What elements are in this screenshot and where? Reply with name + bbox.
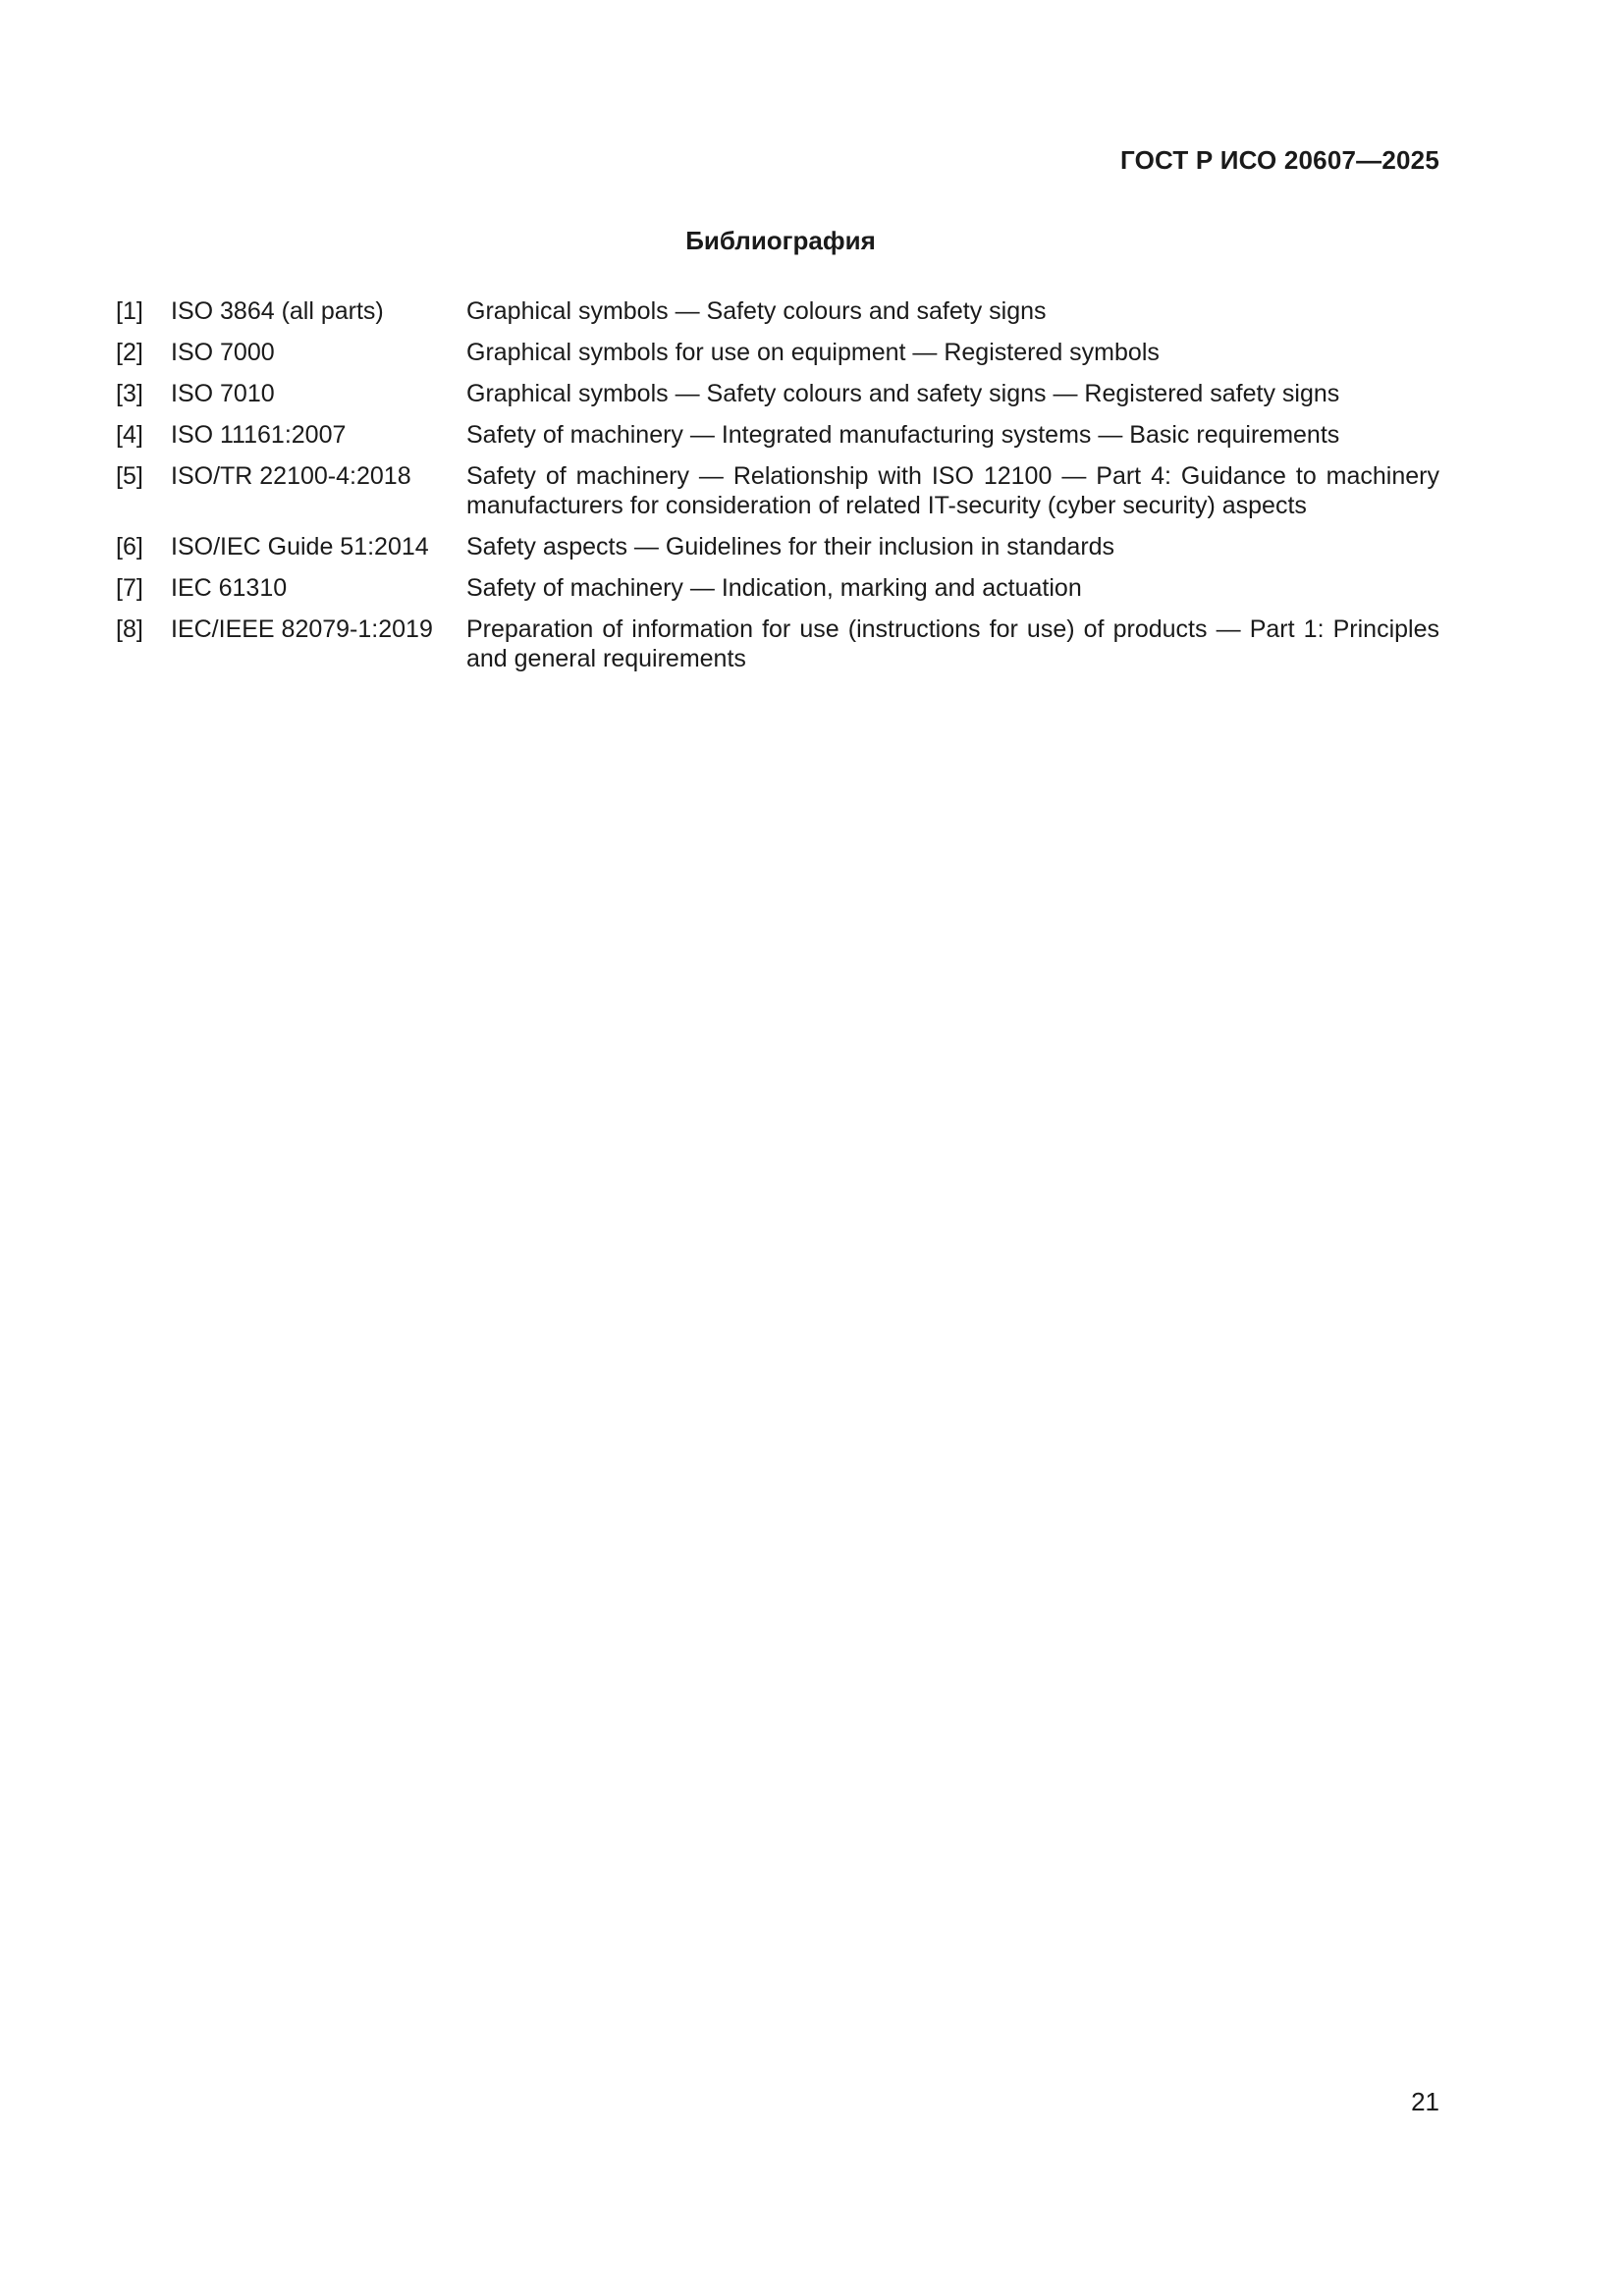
standard-code: ISO 11161:2007 bbox=[171, 421, 347, 449]
bibliography-entry bbox=[116, 420, 1439, 450]
standard-title: Safety of machinery — Integrated manufacturing systems — Basic requirements bbox=[466, 421, 1340, 449]
bibliography-entry bbox=[116, 614, 1439, 673]
standard-title: Graphical symbols for use on equipment — Registered symbols bbox=[466, 339, 1160, 366]
standard-code: ISO/IEC Guide 51:2014 bbox=[171, 533, 429, 561]
standard-code: IEC/IEEE 82079-1:2019 bbox=[171, 615, 433, 643]
bibliography-entry bbox=[116, 573, 1439, 603]
standard-title: Graphical symbols — Safety colours and safety signs bbox=[466, 297, 1047, 325]
entry-number: [5] bbox=[116, 462, 143, 490]
bibliography-entry bbox=[116, 338, 1439, 367]
standard-title: Preparation of information for use (instructions for use) of products — Part 1: Principles and general requirements bbox=[466, 615, 1439, 672]
standard-title: Safety aspects — Guidelines for their inclusion in standards bbox=[466, 533, 1115, 561]
standard-code: ISO 7000 bbox=[171, 339, 275, 366]
standard-code: ISO/TR 22100-4:2018 bbox=[171, 462, 411, 490]
bibliography-entry bbox=[116, 296, 1439, 326]
entry-number: [7] bbox=[116, 574, 143, 602]
document-id-header: ГОСТ Р ИСО 20607—2025 bbox=[1119, 145, 1439, 175]
standard-code: ISO 7010 bbox=[171, 380, 275, 407]
standard-code: ISO 3864 (all parts) bbox=[171, 297, 384, 325]
standard-title: Safety of machinery — Indication, marking and actuation bbox=[466, 574, 1082, 602]
standard-title: Graphical symbols — Safety colours and safety signs — Registered safety signs bbox=[466, 380, 1340, 407]
entry-number: [1] bbox=[116, 297, 143, 325]
entry-number: [3] bbox=[116, 380, 143, 407]
entry-number: [8] bbox=[116, 615, 143, 643]
standard-title: Safety of machinery — Relationship with ISO 12100 — Part 4: Guidance to machinery manufacturers for consideration of related IT-security (cyber security) aspects bbox=[466, 462, 1439, 519]
page-number: 21 bbox=[1411, 2087, 1439, 2116]
standard-code: IEC 61310 bbox=[171, 574, 288, 602]
bibliography-list bbox=[116, 296, 1439, 685]
section-title: Библиография bbox=[685, 226, 876, 255]
bibliography-entry bbox=[116, 379, 1439, 408]
entry-number: [2] bbox=[116, 339, 143, 366]
bibliography-entry bbox=[116, 461, 1439, 520]
entry-number: [4] bbox=[116, 421, 143, 449]
bibliography-entry bbox=[116, 532, 1439, 561]
entry-number: [6] bbox=[116, 533, 143, 561]
